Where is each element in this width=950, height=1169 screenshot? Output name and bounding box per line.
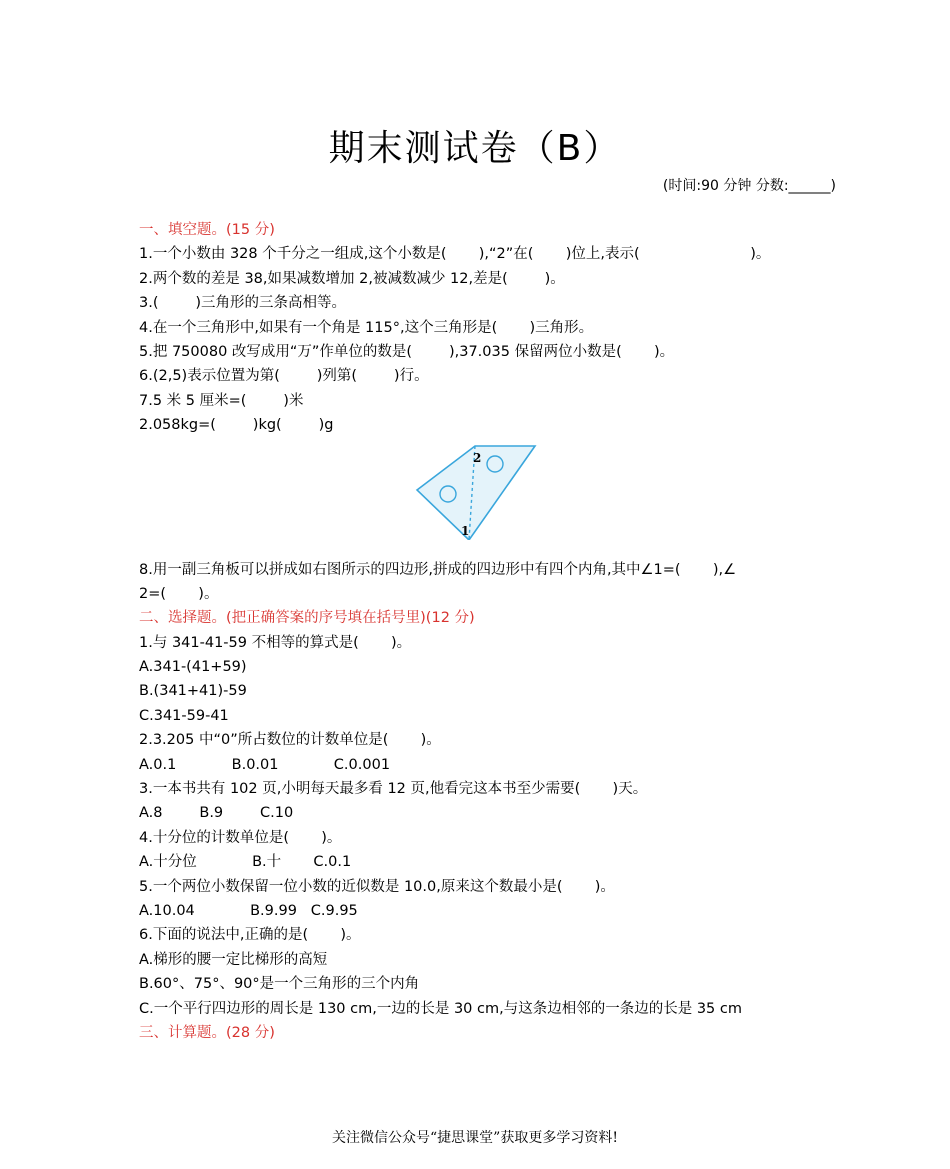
option-line: A.10.04 B.9.99 C.9.95 — [139, 902, 358, 919]
set-square-quadrilateral-figure — [415, 440, 540, 540]
angle-1-label: 1 — [461, 523, 470, 538]
option-line: C.341-59-41 — [139, 707, 229, 724]
question-line: 8.用一副三角板可以拼成如右图所示的四边形,拼成的四边形中有四个内角,其中∠1=( ),∠ — [139, 561, 737, 578]
question-line: 1.一个小数由 328 个千分之一组成,这个小数是( ),“2”在( )位上,表示( )。 — [139, 246, 771, 263]
option-line: A.8 B.9 C.10 — [139, 805, 294, 822]
question-line: 2.两个数的差是 38,如果减数增加 2,被减数减少 12,差是( )。 — [139, 270, 565, 287]
option-line: B.60°、75°、90°是一个三角形的三个内角 — [139, 976, 420, 993]
section-heading-multiple-choice: 二、选择题。(把正确答案的序号填在括号里)(12 分) — [139, 610, 475, 627]
question-line: 4.十分位的计数单位是( )。 — [139, 829, 342, 846]
question-line: 1.与 341-41-59 不相等的算式是( )。 — [139, 634, 412, 651]
question-line: 5.一个两位小数保留一位小数的近似数是 10.0,原来这个数最小是( )。 — [139, 878, 615, 895]
question-line: 6.(2,5)表示位置为第( )列第( )行。 — [139, 368, 429, 385]
time-score-info: (时间:90 分钟 分数:______) — [662, 178, 836, 194]
question-line: 2.058kg=( )kg( )g — [139, 417, 334, 434]
angle-2-label: 2 — [473, 450, 482, 465]
option-line: C.一个平行四边形的周长是 130 cm,一边的长是 30 cm,与这条边相邻的一条边的长是 35 cm — [139, 1000, 742, 1017]
question-line: 7.5 米 5 厘米=( )米 — [139, 392, 304, 409]
question-line: 6.下面的说法中,正确的是( )。 — [139, 927, 361, 944]
page-title: 期末测试卷（B） — [328, 128, 622, 169]
option-line: A.梯形的腰一定比梯形的高短 — [139, 951, 328, 968]
question-line: 3.( )三角形的三条高相等。 — [139, 295, 347, 312]
question-line: 2.3.205 中“0”所占数位的计数单位是( )。 — [139, 732, 441, 749]
option-line: A.341-(41+59) — [139, 659, 247, 676]
triangle-figure-area — [139, 438, 839, 558]
footer-note: 关注微信公众号“捷思课堂”获取更多学习资料! — [332, 1130, 618, 1146]
section-heading-calculation: 三、计算题。(28 分) — [139, 1024, 275, 1041]
question-line: 5.把 750080 改写成用“万”作单位的数是( ),37.035 保留两位小数是( )。 — [139, 343, 675, 360]
question-line: 3.一本书共有 102 页,小明每天最多看 12 页,他看完这本书至少需要( )天。 — [139, 781, 648, 798]
exam-content — [139, 218, 839, 1045]
section-heading-fill-blank: 一、填空题。(15 分) — [139, 222, 275, 238]
option-line: A.十分位 B.十 C.0.1 — [139, 854, 352, 871]
question-line: 2=( )。 — [139, 585, 219, 602]
option-line: B.(341+41)-59 — [139, 683, 247, 700]
option-line: A.0.1 B.0.01 C.0.001 — [139, 756, 391, 773]
question-line: 4.在一个三角形中,如果有一个角是 115°,这个三角形是( )三角形。 — [139, 319, 594, 336]
